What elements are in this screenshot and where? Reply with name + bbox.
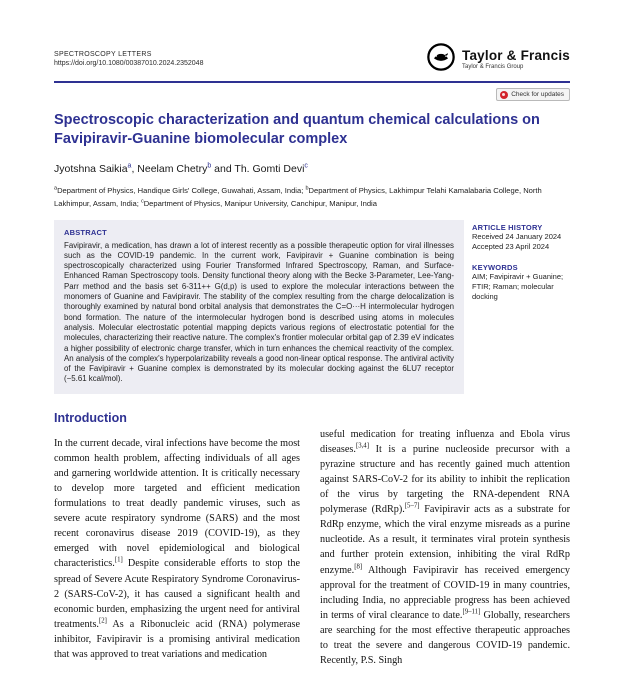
crossmark-icon <box>500 91 508 99</box>
journal-info <box>54 51 203 67</box>
doi-link[interactable]: https://doi.org/10.1080/00387010.2024.2352048 <box>54 60 204 67</box>
publisher-block <box>426 42 570 77</box>
abstract-label: ABSTRACT <box>64 227 107 237</box>
check-for-updates-label: Check for updates <box>511 91 564 98</box>
accepted-date: Accepted 23 April 2024 <box>472 241 550 251</box>
author-affiliation-mark: a <box>127 162 132 169</box>
introduction-heading: Introduction <box>54 410 127 425</box>
author: Neelam Chetry$^b$ and <box>137 162 235 175</box>
article-history-label: ARTICLE HISTORY <box>472 222 543 232</box>
author: Jyotshna Saikia$^a$, <box>54 162 138 175</box>
body-columns <box>54 411 570 669</box>
abstract-section <box>54 220 570 394</box>
author: Th. Gomti Devi$^c$ <box>234 162 308 175</box>
keywords-label: KEYWORDS <box>472 262 518 272</box>
article-meta-sidebar <box>472 220 570 394</box>
publisher-name: Taylor & Francis <box>462 48 570 63</box>
page-header <box>54 42 570 76</box>
affiliation: $^a$Department of Physics, Handique Girls' College, Guwahati, Assam, India; <box>54 185 306 196</box>
affiliations <box>54 184 570 209</box>
journal-title: SPECTROSCOPY LETTERS <box>54 51 152 58</box>
header-divider <box>54 81 570 83</box>
author-affiliation-mark: b <box>207 162 212 169</box>
keywords-list: AIM; Favipiravir + Guanine; FTIR; Raman; molecular docking <box>472 271 564 301</box>
check-for-updates-button[interactable] <box>496 88 570 101</box>
left-column-text: In the current decade, viral infections have become the most common health problem, affecting individuals of all ages and garnering worldwide attention. It is critically necessary to develop more targeted and efficient medication formulations to treat deadly pandemic viruses, such as severe acute respiratory syndrome (SARS) and the most recent coronavirus disease 2019 (COVID-19), as they emerged with novel epidemiological and biological characteristics.[1] Despite considerable efforts to stop the spread of Severe Acute Respiratory Syndrome Coronavirus-2 (SARS-CoV-2), it has caused a significant health and economic burden, emphasizing the urgent need for antiviral treatments.[2] As a Ribonucleic acid (RNA) polymerase inhibitor, Favipiravir is a promising antiviral medication that was approved to treat variations and medication <box>54 437 300 661</box>
publisher-text <box>462 48 570 70</box>
right-column-text: useful medication for treating influenza and Ebola virus diseases.[3,4] It is a purine nucleoside precursor with a pyrazine structure and has recently gained much attention against SARS-CoV-2 for its ability to inhibit the replication of the virus by targeting the RNA-dependent RNA polymerase (RdRp).[5–7] Favipiravir acts as a substrate for RdRp enzyme, which the viral enzyme misreads as a purine nucleotide. As a result, it terminates viral protein synthesis and further protein extension, inhibiting the viral RdRp enzyme.[8] Although Favipiravir has received emergency approval for the treatment of COVID-19 in many countries, including India, no appreciable progress has been achieved in terms of viral clearance to date.[9–11] Globally, researchers are searching for the most effective therapeutic approaches to treat the severe and dangerous COVID-19 pandemic. Recently, P.S. Singh <box>320 428 570 667</box>
abstract-text: Favipiravir, a medication, has drawn a lot of interest recently as a possible therapeutic option for viral illnesses such as the COVID-19 pandemic. In the current work, Favipiravir + Guanine combination is being spectroscopically characterized using Fourier Transformed Infrared Spectroscopy, Raman, and Surface-Enhanced Raman Spectroscopy tools. Density functional theory along with the Becke 3-Parameter, Lee-Yang-Parr method and the basis set 6-311++ G(d,p) is used to explore the molecular interactions between the monomers of Guanine and Favipiravir. The stability of the complex resulting from the charge delocalization is thoroughly examined by natural bond orbital analysis that demonstrates the C=O···H intermolecular hydrogen bond formation. The nature of the intermolecular hydrogen bond is described using atoms in molecules analysis. Molecular electrostatic potential mapping depicts various regions of electrostatic potential for the molecules, characterizing their reactive nature. The complex's frontier molecular orbital gap of 2.39 eV indicates a higher possibility of electronic charge transfer, which in turn enhances the chemical reactivity of the complex. An analysis of the complex's hyperpolarizability reveals a good non-linear optical response. The antiviral activity of the Favipiravir + Guanine complex is demonstrated by its molecular docking against the 6LU7 receptor (−5.61 kcal/mol). <box>64 240 454 384</box>
badge-row <box>54 88 570 101</box>
author-affiliation-mark: c <box>304 162 308 169</box>
affiliation: $^b$Department of Physics, Lakhimpur Telahi Kamalabaria College, North Lakhimpur, Assam, India; <box>54 185 542 208</box>
abstract-box <box>54 220 464 394</box>
received-date: Received 24 January 2024 <box>472 231 562 241</box>
publisher-group: Taylor & Francis Group <box>462 64 524 70</box>
author-list <box>54 162 570 175</box>
article-title: Spectroscopic characterization and quantum chemical calculations on Favipiravir-Guanine biomolecular complex <box>54 112 540 147</box>
affiliation: $^c$Department of Physics, Manipur University, Canchipur, Manipur, India <box>140 198 377 208</box>
taylor-francis-logo-icon <box>426 42 456 77</box>
right-column <box>320 411 570 669</box>
left-column <box>54 411 300 669</box>
